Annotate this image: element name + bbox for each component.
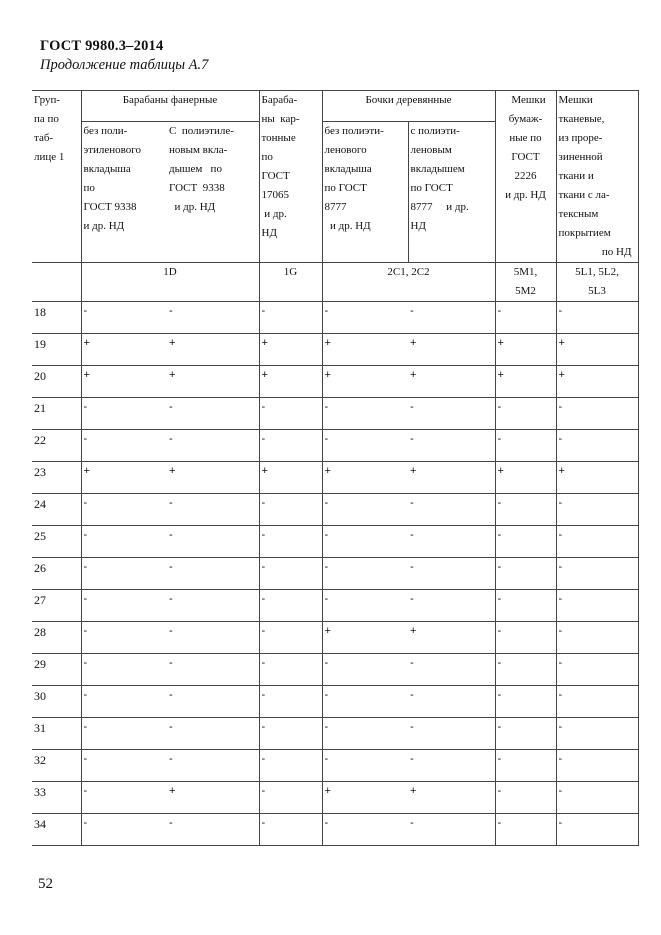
mark-cell: - <box>495 302 556 334</box>
table-row <box>32 654 638 686</box>
mark-cell: - <box>556 430 638 462</box>
group-number-cell: 29 <box>32 654 81 686</box>
mark-cell: - <box>556 398 638 430</box>
table-row <box>32 718 638 750</box>
mark-cell: + <box>167 782 259 814</box>
mark-cell: + <box>408 334 495 366</box>
mark-cell: - <box>408 398 495 430</box>
table-row <box>32 494 638 526</box>
mark-cell: - <box>259 558 322 590</box>
table-row <box>32 750 638 782</box>
mark-cell: + <box>167 334 259 366</box>
mark-cell: + <box>556 366 638 398</box>
group-number-cell: 21 <box>32 398 81 430</box>
group-number-cell: 30 <box>32 686 81 718</box>
mark-cell: - <box>81 398 167 430</box>
table-row <box>32 366 638 398</box>
mark-cell: - <box>81 622 167 654</box>
mark-cell: - <box>167 622 259 654</box>
mark-cell: + <box>322 366 408 398</box>
table-row <box>32 782 638 814</box>
group-number-cell: 32 <box>32 750 81 782</box>
mark-cell: - <box>495 782 556 814</box>
mark-cell: - <box>167 814 259 846</box>
mark-cell: - <box>259 302 322 334</box>
mark-cell: - <box>81 430 167 462</box>
group-number-cell: 27 <box>32 590 81 622</box>
mark-cell: - <box>495 526 556 558</box>
mark-cell: - <box>167 750 259 782</box>
mark-cell: + <box>495 334 556 366</box>
mark-cell: - <box>322 654 408 686</box>
mark-cell: - <box>408 686 495 718</box>
mark-cell: + <box>556 462 638 494</box>
mark-cell: - <box>81 750 167 782</box>
mark-cell: + <box>408 366 495 398</box>
mark-cell: + <box>259 334 322 366</box>
group-number-cell: 28 <box>32 622 81 654</box>
mark-cell: - <box>556 622 638 654</box>
mark-cell: - <box>259 526 322 558</box>
mark-cell: - <box>259 686 322 718</box>
mark-cell: + <box>322 334 408 366</box>
mark-cell: + <box>495 366 556 398</box>
mark-cell: - <box>167 718 259 750</box>
group-column-header: Груп- па по таб- лице 1 <box>32 91 81 263</box>
subheader-drums-without-liner: без поли- этиленового вкладыша по ГОСТ 9338 и др. НД <box>81 122 167 263</box>
group-number-cell: 31 <box>32 718 81 750</box>
page-number: 52 <box>38 876 53 892</box>
code-drums-plywood: 1D <box>81 263 259 302</box>
table-row <box>32 398 638 430</box>
mark-cell: - <box>81 782 167 814</box>
mark-cell: - <box>556 814 638 846</box>
code-bags-textile: 5L1, 5L2, 5L3 <box>556 263 638 302</box>
mark-cell: - <box>259 750 322 782</box>
mark-cell: - <box>556 686 638 718</box>
table-row <box>32 302 638 334</box>
table-row <box>32 558 638 590</box>
table-row <box>32 526 638 558</box>
mark-cell: - <box>322 814 408 846</box>
mark-cell: - <box>167 686 259 718</box>
mark-cell: - <box>259 398 322 430</box>
mark-cell: - <box>495 430 556 462</box>
mark-cell: - <box>322 558 408 590</box>
mark-cell: - <box>408 430 495 462</box>
mark-cell: - <box>259 782 322 814</box>
mark-cell: - <box>259 622 322 654</box>
mark-cell: - <box>495 622 556 654</box>
group-number-cell: 19 <box>32 334 81 366</box>
mark-cell: - <box>495 750 556 782</box>
mark-cell: - <box>81 558 167 590</box>
mark-cell: - <box>556 590 638 622</box>
mark-cell: - <box>556 750 638 782</box>
mark-cell: - <box>408 718 495 750</box>
subheader-barrels-without-liner: без полиэти- ленового вкладыша по ГОСТ 8777 и др. НД <box>322 122 408 263</box>
table-row <box>32 686 638 718</box>
mark-cell: + <box>81 462 167 494</box>
mark-cell: - <box>167 654 259 686</box>
mark-cell: - <box>81 494 167 526</box>
mark-cell: - <box>322 590 408 622</box>
mark-cell: - <box>259 590 322 622</box>
mark-cell: - <box>322 302 408 334</box>
mark-cell: - <box>408 558 495 590</box>
packaging-table <box>32 90 639 846</box>
mark-cell: + <box>167 366 259 398</box>
mark-cell: - <box>259 494 322 526</box>
mark-cell: - <box>556 526 638 558</box>
header-bags-paper: Мешки бумаж- ные по ГОСТ 2226 и др. НД <box>495 91 556 263</box>
mark-cell: - <box>495 686 556 718</box>
mark-cell: - <box>495 398 556 430</box>
mark-cell: + <box>495 462 556 494</box>
mark-cell: - <box>408 494 495 526</box>
mark-cell: - <box>167 558 259 590</box>
header-barrels-wooden: Бочки деревянные <box>322 91 495 122</box>
mark-cell: - <box>322 750 408 782</box>
mark-cell: - <box>81 814 167 846</box>
mark-cell: - <box>322 494 408 526</box>
mark-cell: + <box>167 462 259 494</box>
group-number-cell: 23 <box>32 462 81 494</box>
mark-cell: - <box>408 750 495 782</box>
mark-cell: - <box>495 814 556 846</box>
mark-cell: - <box>408 302 495 334</box>
mark-cell: - <box>556 302 638 334</box>
mark-cell: - <box>81 590 167 622</box>
mark-cell: + <box>408 782 495 814</box>
mark-cell: - <box>556 718 638 750</box>
mark-cell: - <box>408 654 495 686</box>
table-body <box>32 302 638 846</box>
subheader-barrels-with-liner: с полиэти- леновым вкладышем по ГОСТ 8777 и др. НД <box>408 122 495 263</box>
mark-cell: - <box>322 398 408 430</box>
table-row <box>32 622 638 654</box>
mark-cell: + <box>322 622 408 654</box>
mark-cell: - <box>408 590 495 622</box>
group-number-cell: 26 <box>32 558 81 590</box>
mark-cell: - <box>167 398 259 430</box>
mark-cell: + <box>322 462 408 494</box>
group-number-cell: 20 <box>32 366 81 398</box>
mark-cell: + <box>81 334 167 366</box>
mark-cell: - <box>322 686 408 718</box>
mark-cell: - <box>495 654 556 686</box>
mark-cell: - <box>259 814 322 846</box>
code-bags-paper: 5M1, 5M2 <box>495 263 556 302</box>
mark-cell: - <box>495 494 556 526</box>
table-row <box>32 814 638 846</box>
mark-cell: + <box>556 334 638 366</box>
mark-cell: - <box>81 654 167 686</box>
mark-cell: - <box>167 302 259 334</box>
mark-cell: + <box>259 462 322 494</box>
mark-cell: - <box>495 590 556 622</box>
header-drums-plywood: Барабаны фанерные <box>81 91 259 122</box>
subheader-drums-with-liner: С полиэтиле- новым вкла- дышем по ГОСТ 9338 и др. НД <box>167 122 259 263</box>
group-number-cell: 18 <box>32 302 81 334</box>
mark-cell: + <box>81 366 167 398</box>
mark-cell: - <box>167 526 259 558</box>
mark-cell: - <box>556 558 638 590</box>
mark-cell: + <box>322 782 408 814</box>
header-bags-textile: Мешки тканевые, из проре- зиненной ткани и ткани с ла- тексным покрытием по НД <box>556 91 638 263</box>
table-continuation-caption: Продолжение таблицы А.7 <box>40 57 209 73</box>
table-row <box>32 590 638 622</box>
mark-cell: - <box>167 494 259 526</box>
mark-cell: - <box>556 782 638 814</box>
group-number-cell: 24 <box>32 494 81 526</box>
mark-cell: - <box>408 814 495 846</box>
group-number-cell: 33 <box>32 782 81 814</box>
mark-cell: - <box>167 590 259 622</box>
mark-cell: - <box>259 654 322 686</box>
header-drums-carton: Бараба- ны кар- тонные по ГОСТ 17065 и др. НД <box>259 91 322 263</box>
group-number-cell: 25 <box>32 526 81 558</box>
code-barrels-wooden: 2C1, 2C2 <box>322 263 495 302</box>
mark-cell: - <box>81 718 167 750</box>
mark-cell: - <box>81 526 167 558</box>
mark-cell: - <box>408 526 495 558</box>
mark-cell: - <box>556 494 638 526</box>
group-number-cell: 22 <box>32 430 81 462</box>
code-drums-carton: 1G <box>259 263 322 302</box>
table-row <box>32 462 638 494</box>
mark-cell: + <box>408 622 495 654</box>
mark-cell: - <box>81 686 167 718</box>
mark-cell: - <box>322 430 408 462</box>
mark-cell: - <box>259 430 322 462</box>
mark-cell: - <box>167 430 259 462</box>
mark-cell: - <box>322 718 408 750</box>
group-number-cell: 34 <box>32 814 81 846</box>
mark-cell: - <box>495 558 556 590</box>
mark-cell: - <box>322 526 408 558</box>
table-row <box>32 430 638 462</box>
code-cell-empty <box>32 263 81 302</box>
mark-cell: + <box>259 366 322 398</box>
table-row <box>32 334 638 366</box>
mark-cell: - <box>556 654 638 686</box>
document-code: ГОСТ 9980.3–2014 <box>40 38 164 54</box>
mark-cell: - <box>259 718 322 750</box>
mark-cell: + <box>408 462 495 494</box>
mark-cell: - <box>495 718 556 750</box>
mark-cell: - <box>81 302 167 334</box>
